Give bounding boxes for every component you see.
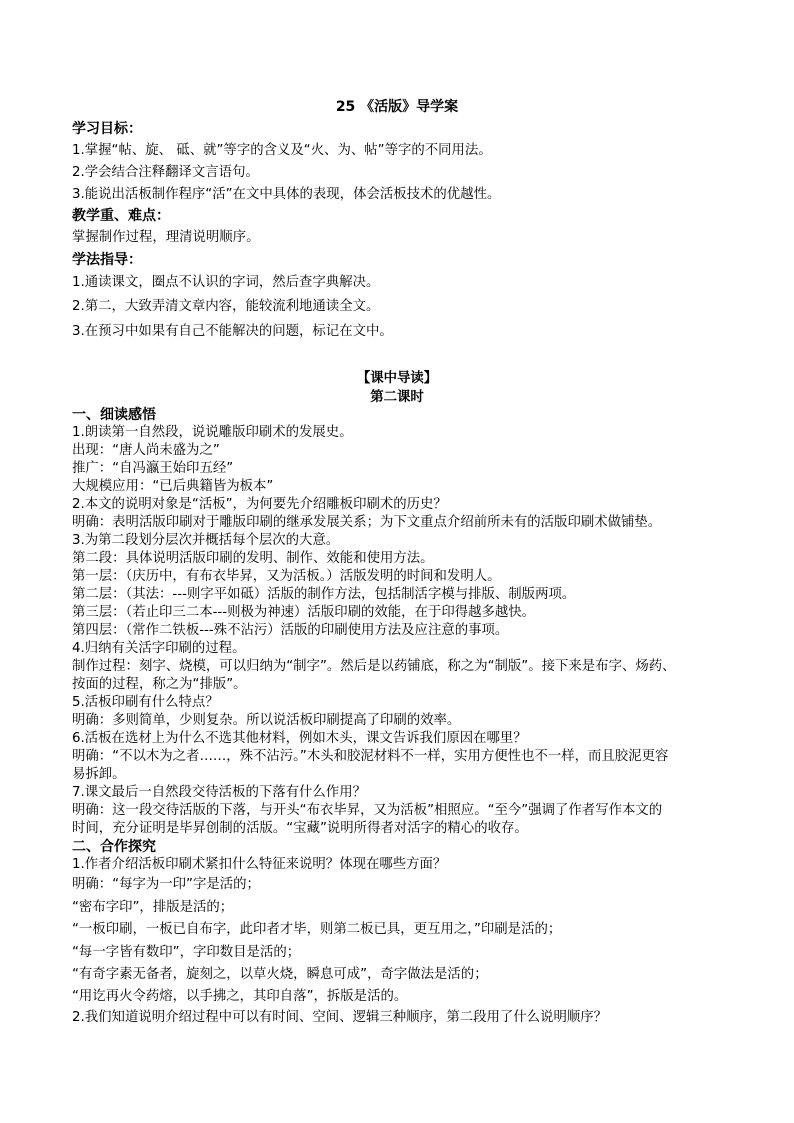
section2-line: 2.我们知道说明介绍过程中可以有时间、空间、逻辑三种顺序，第二段用了什么说明顺序？ [72, 1010, 608, 1025]
section1-line: 大规模应用：“已后典籍皆为板本” [72, 479, 274, 494]
page-title: 25 《活版》导学案 [335, 99, 459, 115]
objectives-heading: 学习目标： [72, 121, 142, 137]
section1-line: 1.朗读第一自然段，说说雕版印刷术的发展史。 [72, 425, 353, 440]
objective-item: 3.能说出活板制作程序“活”在文中具体的表现，体会活板技术的优越性。 [72, 187, 501, 202]
section1-line: 出现：“唐人尚未盛为之” [72, 443, 220, 458]
section1-line: 易拆卸。 [72, 767, 126, 782]
section1-line: 2.本文的说明对象是“活板”，为何要先介绍雕板印刷术的历史？ [72, 497, 447, 512]
section1-line: 时间，充分证明是毕昇创制的活版。“宝藏”说明所得者对活字的精心的收存。 [72, 821, 528, 836]
section1-line: 明确：这一段交待活版的下落，与开头“布衣毕昇，又为活板”相照应。“至今”强调了作者写作本文的 [72, 803, 663, 818]
section1-line: 第四层：（常作二铁板---殊不沾污）活版的印刷使用方法及应注意的事项。 [72, 623, 509, 638]
method-item: 2.第二，大致弄清文章内容，能较流利地通读全文。 [72, 299, 380, 314]
section1-line: 5.活板印刷有什么特点？ [72, 695, 219, 710]
section1-line: 第二段：具体说明活版印刷的发明、制作、效能和使用方法。 [72, 551, 434, 566]
section2-heading: 二、合作探究 [72, 839, 156, 855]
section1-line: 明确：多则简单，少则复杂。所以说活板印刷提高了印刷的效率。 [72, 713, 461, 728]
objective-item: 2.学会结合注释翻译文言语句。 [72, 165, 259, 180]
section2-line: “一板印刷，一板已自布字，此印者才毕，则第二板已具，更互用之，”印刷是活的； [72, 922, 562, 937]
section2-line: 1.作者介绍活板印刷术紧扣什么特征来说明？体现在哪些方面？ [72, 857, 447, 872]
method-item: 1.通读课文，圈点不认识的字词，然后查字典解决。 [72, 275, 380, 290]
section1-line: 按面的过程，称之为“排版”。 [72, 677, 247, 692]
section2-line: “用讫再火令药熔，以手拂之，其印自落”，拆版是活的。 [72, 989, 408, 1004]
objective-item: 1.掌握“帖、旋、 砥、就”等字的含义及“火、为、帖”等字的不同用法。 [72, 143, 492, 158]
method-item: 3.在预习中如果有自己不能解决的问题，标记在文中。 [72, 324, 393, 339]
lesson-label: 第二课时 [370, 390, 424, 405]
section1-line: 第三层：（若止印三二本---则极为神速）活版印刷的效能，在于印得越多越快。 [72, 605, 536, 620]
method-heading: 学法指导： [72, 252, 142, 268]
section2-line: “有奇字素无备者，旋刻之，以草火烧，瞬息可成”，奇字做法是活的； [72, 967, 488, 982]
section1-line: 制作过程：刻字、烧模，可以归纳为“制字”。然后是以药铺底，称之为“制版”。接下来是布字、炀药、 [72, 659, 676, 674]
section1-line: 明确：“不以木为之者……，殊不沾污。”木头和胶泥材料不一样，实用方便性也不一样，而且胶泥更容 [72, 749, 669, 764]
section1-line: 第一层：（庆历中，有布衣毕昇，又为活板。）活版发明的时间和发明人。 [72, 569, 501, 584]
key-points-text: 掌握制作过程，理清说明顺序。 [72, 230, 260, 245]
key-points-heading: 教学重、难点： [72, 208, 170, 224]
section1-line: 3.为第二段划分层次并概括每个层次的大意。 [72, 533, 340, 548]
section1-line: 第二层：（其法：---则字平如砥）活版的制作方法，包括制活字模与排版、制版两项。 [72, 587, 576, 602]
section1-line: 4.归纳有关活字印刷的过程。 [72, 641, 246, 656]
section1-line: 7.课文最后一自然段交待活板的下落有什么作用？ [72, 785, 366, 800]
section1-line: 6.活板在选材上为什么不选其他材料，例如木头，课文告诉我们原因在哪里？ [72, 731, 527, 746]
section1-line: 推广：“自冯瀛王始印五经” [72, 461, 234, 476]
section2-line: “密布字印”，排版是活的； [72, 900, 234, 915]
class-guide-heading: 【课中导读】 [356, 371, 438, 386]
section1-heading: 一、细读感悟 [72, 407, 156, 423]
section1-line: 明确：表明活版印刷对于雕版印刷的继承发展关系；为下文重点介绍前所未有的活版印刷术做铺垫。 [72, 515, 662, 530]
section2-line: “每一字皆有数印”，字印数目是活的； [72, 945, 301, 960]
section2-line: 明确：“每字为一印”字是活的； [72, 877, 260, 892]
